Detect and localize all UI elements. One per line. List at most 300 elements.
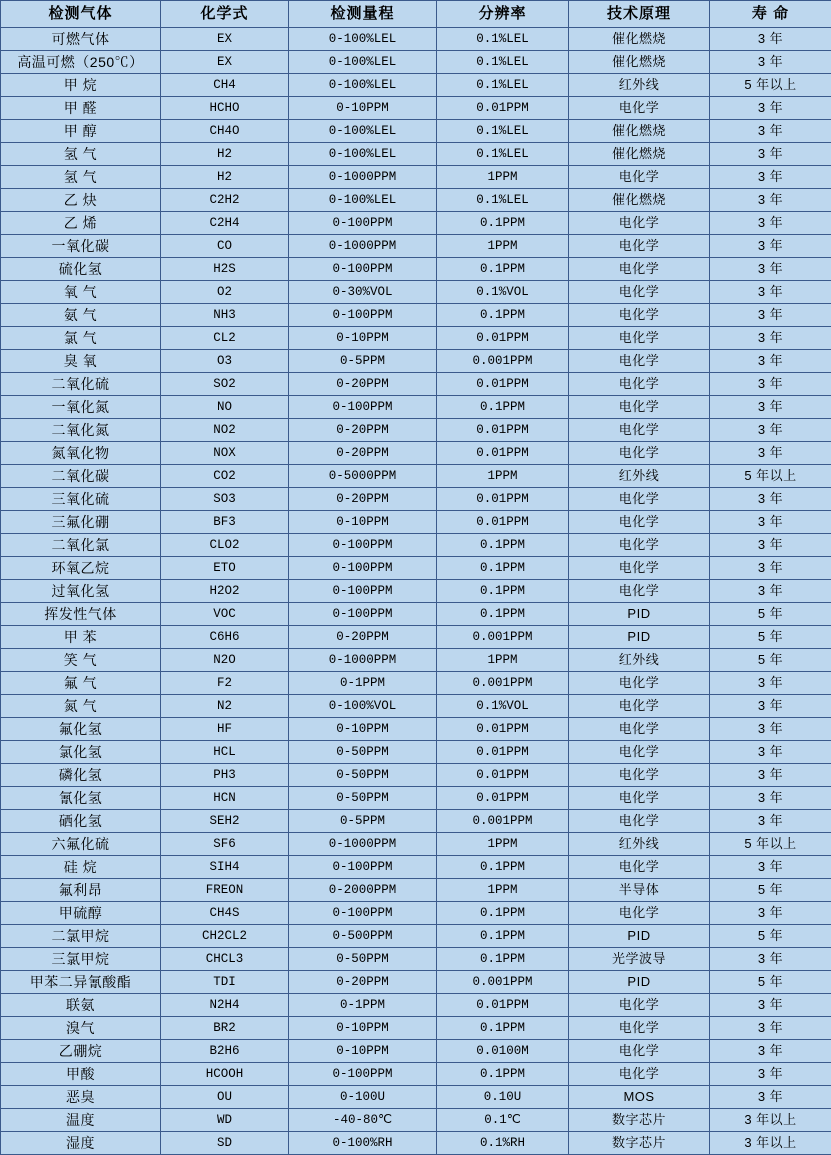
cell-name: 三氧化硫 <box>1 488 161 511</box>
cell-formula: TDI <box>161 971 289 994</box>
cell-resolution: 0.1%RH <box>437 1132 569 1155</box>
cell-range: 0-500PPM <box>289 925 437 948</box>
cell-life: 3 年 <box>710 120 831 143</box>
cell-name: 甲 醇 <box>1 120 161 143</box>
cell-principle: 电化学 <box>569 488 710 511</box>
cell-range: 0-10PPM <box>289 1040 437 1063</box>
cell-resolution: 0.1PPM <box>437 856 569 879</box>
cell-principle: 电化学 <box>569 304 710 327</box>
cell-range: 0-100%RH <box>289 1132 437 1155</box>
cell-life: 3 年 <box>710 557 831 580</box>
cell-resolution: 0.001PPM <box>437 350 569 373</box>
table-row <box>1 833 831 856</box>
cell-formula: NO <box>161 396 289 419</box>
column-header-range: 检测量程 <box>289 1 437 28</box>
cell-name: 甲酸 <box>1 1063 161 1086</box>
cell-resolution: 0.1%LEL <box>437 51 569 74</box>
cell-formula: PH3 <box>161 764 289 787</box>
cell-range: 0-100%LEL <box>289 189 437 212</box>
cell-formula: HCHO <box>161 97 289 120</box>
cell-life: 3 年 <box>710 718 831 741</box>
cell-range: 0-100%LEL <box>289 74 437 97</box>
cell-life: 3 年 <box>710 764 831 787</box>
cell-principle: 光学波导 <box>569 948 710 971</box>
cell-name: 环氧乙烷 <box>1 557 161 580</box>
cell-formula: N2O <box>161 649 289 672</box>
cell-life: 3 年 <box>710 258 831 281</box>
cell-range: 0-20PPM <box>289 442 437 465</box>
cell-name: 乙硼烷 <box>1 1040 161 1063</box>
cell-resolution: 0.1PPM <box>437 603 569 626</box>
cell-range: 0-10PPM <box>289 97 437 120</box>
cell-name: 乙 炔 <box>1 189 161 212</box>
cell-resolution: 1PPM <box>437 879 569 902</box>
cell-name: 硫化氢 <box>1 258 161 281</box>
cell-name: 氨 气 <box>1 304 161 327</box>
cell-formula: CLO2 <box>161 534 289 557</box>
cell-principle: 电化学 <box>569 442 710 465</box>
cell-formula: WD <box>161 1109 289 1132</box>
column-header-lifetime: 寿 命 <box>710 1 831 28</box>
table-row <box>1 741 831 764</box>
cell-principle: 电化学 <box>569 419 710 442</box>
cell-principle: 电化学 <box>569 212 710 235</box>
cell-resolution: 0.1PPM <box>437 258 569 281</box>
cell-life: 5 年以上 <box>710 833 831 856</box>
cell-formula: HCOOH <box>161 1063 289 1086</box>
cell-resolution: 0.01PPM <box>437 327 569 350</box>
cell-name: 甲 烷 <box>1 74 161 97</box>
cell-resolution: 0.1PPM <box>437 534 569 557</box>
cell-formula: B2H6 <box>161 1040 289 1063</box>
cell-formula: CO2 <box>161 465 289 488</box>
cell-name: 溴气 <box>1 1017 161 1040</box>
table-row <box>1 695 831 718</box>
column-header-gas: 检测气体 <box>1 1 161 28</box>
cell-name: 二氧化碳 <box>1 465 161 488</box>
cell-name: 可燃气体 <box>1 28 161 51</box>
cell-range: 0-10PPM <box>289 718 437 741</box>
table-row <box>1 442 831 465</box>
cell-resolution: 0.1PPM <box>437 902 569 925</box>
cell-range: 0-1000PPM <box>289 833 437 856</box>
cell-life: 3 年 <box>710 304 831 327</box>
cell-name: 氮 气 <box>1 695 161 718</box>
cell-name: 臭 氧 <box>1 350 161 373</box>
cell-formula: CL2 <box>161 327 289 350</box>
cell-life: 3 年 <box>710 97 831 120</box>
cell-resolution: 0.1PPM <box>437 1017 569 1040</box>
cell-range: 0-5000PPM <box>289 465 437 488</box>
cell-life: 3 年以上 <box>710 1109 831 1132</box>
cell-formula: O3 <box>161 350 289 373</box>
table-row <box>1 419 831 442</box>
table-row <box>1 557 831 580</box>
cell-range: 0-5PPM <box>289 810 437 833</box>
table-row <box>1 281 831 304</box>
cell-name: 一氧化氮 <box>1 396 161 419</box>
cell-principle: 催化燃烧 <box>569 28 710 51</box>
column-header-formula: 化学式 <box>161 1 289 28</box>
cell-formula: N2 <box>161 695 289 718</box>
cell-range: 0-100%LEL <box>289 28 437 51</box>
cell-formula: VOC <box>161 603 289 626</box>
cell-range: 0-100PPM <box>289 580 437 603</box>
cell-principle: 电化学 <box>569 511 710 534</box>
cell-resolution: 0.1%LEL <box>437 120 569 143</box>
cell-life: 3 年 <box>710 189 831 212</box>
cell-resolution: 0.01PPM <box>437 741 569 764</box>
table-body <box>1 28 831 1155</box>
table-row <box>1 189 831 212</box>
cell-formula: CH4S <box>161 902 289 925</box>
cell-resolution: 0.1PPM <box>437 948 569 971</box>
cell-name: 氯 气 <box>1 327 161 350</box>
table-row <box>1 212 831 235</box>
cell-name: 氟利昂 <box>1 879 161 902</box>
table-row <box>1 1132 831 1155</box>
cell-principle: PID <box>569 626 710 649</box>
cell-name: 氮氧化物 <box>1 442 161 465</box>
cell-formula: H2 <box>161 143 289 166</box>
cell-range: 0-20PPM <box>289 971 437 994</box>
cell-name: 硒化氢 <box>1 810 161 833</box>
cell-life: 3 年 <box>710 1040 831 1063</box>
cell-name: 笑 气 <box>1 649 161 672</box>
cell-formula: CHCL3 <box>161 948 289 971</box>
cell-life: 3 年 <box>710 1017 831 1040</box>
cell-formula: NO2 <box>161 419 289 442</box>
cell-resolution: 0.1%LEL <box>437 143 569 166</box>
cell-name: 二氧化硫 <box>1 373 161 396</box>
cell-range: 0-100%VOL <box>289 695 437 718</box>
cell-formula: O2 <box>161 281 289 304</box>
cell-resolution: 0.1%VOL <box>437 281 569 304</box>
cell-name: 氰化氢 <box>1 787 161 810</box>
cell-life: 5 年以上 <box>710 465 831 488</box>
cell-principle: 电化学 <box>569 810 710 833</box>
cell-range: 0-10PPM <box>289 511 437 534</box>
cell-resolution: 0.1PPM <box>437 1063 569 1086</box>
cell-formula: SO2 <box>161 373 289 396</box>
table-row <box>1 28 831 51</box>
cell-name: 甲 苯 <box>1 626 161 649</box>
cell-life: 3 年 <box>710 741 831 764</box>
cell-life: 3 年 <box>710 787 831 810</box>
column-header-principle: 技术原理 <box>569 1 710 28</box>
cell-range: 0-100PPM <box>289 603 437 626</box>
cell-range: 0-1000PPM <box>289 166 437 189</box>
cell-formula: CO <box>161 235 289 258</box>
table-row <box>1 649 831 672</box>
cell-formula: OU <box>161 1086 289 1109</box>
cell-principle: 电化学 <box>569 764 710 787</box>
table-row <box>1 971 831 994</box>
cell-principle: 电化学 <box>569 787 710 810</box>
cell-name: 三氯甲烷 <box>1 948 161 971</box>
cell-name: 乙 烯 <box>1 212 161 235</box>
cell-range: 0-1PPM <box>289 994 437 1017</box>
cell-formula: CH4 <box>161 74 289 97</box>
cell-resolution: 0.01PPM <box>437 442 569 465</box>
cell-formula: SD <box>161 1132 289 1155</box>
cell-formula: F2 <box>161 672 289 695</box>
table-row <box>1 373 831 396</box>
cell-range: 0-20PPM <box>289 419 437 442</box>
cell-principle: 电化学 <box>569 856 710 879</box>
table-row <box>1 350 831 373</box>
cell-range: 0-100PPM <box>289 304 437 327</box>
table-header <box>1 1 831 28</box>
cell-formula: C6H6 <box>161 626 289 649</box>
cell-principle: 电化学 <box>569 741 710 764</box>
table-row <box>1 327 831 350</box>
cell-formula: SF6 <box>161 833 289 856</box>
cell-principle: 电化学 <box>569 1017 710 1040</box>
cell-name: 六氟化硫 <box>1 833 161 856</box>
cell-formula: N2H4 <box>161 994 289 1017</box>
cell-resolution: 0.01PPM <box>437 373 569 396</box>
cell-principle: 电化学 <box>569 97 710 120</box>
cell-range: -40-80℃ <box>289 1109 437 1132</box>
cell-principle: 电化学 <box>569 1063 710 1086</box>
cell-name: 二氧化氯 <box>1 534 161 557</box>
table-row <box>1 718 831 741</box>
cell-resolution: 0.1%LEL <box>437 28 569 51</box>
header-row <box>1 1 831 28</box>
cell-formula: SEH2 <box>161 810 289 833</box>
cell-name: 硅 烷 <box>1 856 161 879</box>
cell-formula: FREON <box>161 879 289 902</box>
cell-life: 3 年 <box>710 212 831 235</box>
cell-name: 挥发性气体 <box>1 603 161 626</box>
cell-life: 5 年 <box>710 626 831 649</box>
cell-life: 3 年 <box>710 327 831 350</box>
cell-formula: HF <box>161 718 289 741</box>
cell-range: 0-100%LEL <box>289 51 437 74</box>
cell-life: 3 年 <box>710 281 831 304</box>
cell-life: 3 年 <box>710 672 831 695</box>
table-row <box>1 1063 831 1086</box>
cell-resolution: 0.0100M <box>437 1040 569 1063</box>
cell-principle: 电化学 <box>569 1040 710 1063</box>
cell-life: 5 年 <box>710 649 831 672</box>
cell-life: 5 年 <box>710 971 831 994</box>
cell-resolution: 0.01PPM <box>437 718 569 741</box>
cell-resolution: 0.001PPM <box>437 971 569 994</box>
cell-resolution: 1PPM <box>437 465 569 488</box>
cell-name: 氢 气 <box>1 143 161 166</box>
cell-principle: 电化学 <box>569 557 710 580</box>
cell-name: 温度 <box>1 1109 161 1132</box>
cell-range: 0-10PPM <box>289 327 437 350</box>
cell-range: 0-50PPM <box>289 764 437 787</box>
cell-range: 0-100PPM <box>289 534 437 557</box>
cell-name: 氢 气 <box>1 166 161 189</box>
cell-name: 二氧化氮 <box>1 419 161 442</box>
table-row <box>1 258 831 281</box>
cell-resolution: 0.01PPM <box>437 511 569 534</box>
cell-principle: 电化学 <box>569 580 710 603</box>
cell-name: 高温可燃（250℃） <box>1 51 161 74</box>
cell-life: 3 年 <box>710 994 831 1017</box>
cell-life: 3 年 <box>710 28 831 51</box>
cell-life: 5 年 <box>710 925 831 948</box>
table-row <box>1 51 831 74</box>
cell-formula: H2 <box>161 166 289 189</box>
cell-life: 3 年 <box>710 373 831 396</box>
cell-principle: 电化学 <box>569 327 710 350</box>
cell-life: 3 年 <box>710 442 831 465</box>
cell-life: 3 年 <box>710 511 831 534</box>
table-row <box>1 74 831 97</box>
table-row <box>1 1017 831 1040</box>
table-row <box>1 580 831 603</box>
cell-principle: 电化学 <box>569 695 710 718</box>
table-row <box>1 143 831 166</box>
table-row <box>1 534 831 557</box>
cell-name: 甲苯二异氰酸酯 <box>1 971 161 994</box>
table-row <box>1 879 831 902</box>
cell-range: 0-1PPM <box>289 672 437 695</box>
cell-life: 3 年 <box>710 143 831 166</box>
cell-resolution: 0.1PPM <box>437 396 569 419</box>
table-row <box>1 603 831 626</box>
cell-life: 3 年 <box>710 51 831 74</box>
cell-principle: 电化学 <box>569 235 710 258</box>
cell-range: 0-100PPM <box>289 902 437 925</box>
cell-name: 过氧化氢 <box>1 580 161 603</box>
cell-life: 3 年 <box>710 419 831 442</box>
cell-principle: 数字芯片 <box>569 1132 710 1155</box>
table-row <box>1 787 831 810</box>
cell-range: 0-100%LEL <box>289 120 437 143</box>
cell-formula: C2H2 <box>161 189 289 212</box>
cell-name: 磷化氢 <box>1 764 161 787</box>
cell-resolution: 0.1%LEL <box>437 189 569 212</box>
cell-formula: ETO <box>161 557 289 580</box>
cell-resolution: 0.001PPM <box>437 810 569 833</box>
cell-name: 甲硫醇 <box>1 902 161 925</box>
cell-formula: EX <box>161 51 289 74</box>
cell-principle: PID <box>569 603 710 626</box>
cell-life: 5 年 <box>710 879 831 902</box>
cell-principle: 催化燃烧 <box>569 51 710 74</box>
cell-formula: BR2 <box>161 1017 289 1040</box>
table-row <box>1 626 831 649</box>
cell-name: 联氨 <box>1 994 161 1017</box>
cell-range: 0-50PPM <box>289 948 437 971</box>
cell-principle: 电化学 <box>569 350 710 373</box>
cell-range: 0-100PPM <box>289 258 437 281</box>
cell-resolution: 1PPM <box>437 833 569 856</box>
cell-principle: 红外线 <box>569 649 710 672</box>
table-row <box>1 97 831 120</box>
cell-range: 0-50PPM <box>289 787 437 810</box>
cell-range: 0-100PPM <box>289 557 437 580</box>
cell-principle: 红外线 <box>569 833 710 856</box>
cell-name: 氟 气 <box>1 672 161 695</box>
cell-resolution: 0.10U <box>437 1086 569 1109</box>
cell-resolution: 1PPM <box>437 649 569 672</box>
cell-range: 0-100PPM <box>289 396 437 419</box>
cell-formula: NOX <box>161 442 289 465</box>
table-row <box>1 166 831 189</box>
cell-resolution: 1PPM <box>437 235 569 258</box>
cell-range: 0-100PPM <box>289 856 437 879</box>
cell-formula: HCL <box>161 741 289 764</box>
cell-range: 0-1000PPM <box>289 649 437 672</box>
cell-resolution: 0.01PPM <box>437 787 569 810</box>
cell-principle: 电化学 <box>569 258 710 281</box>
table-row <box>1 1109 831 1132</box>
cell-resolution: 0.01PPM <box>437 419 569 442</box>
table-row <box>1 465 831 488</box>
cell-formula: C2H4 <box>161 212 289 235</box>
cell-principle: 红外线 <box>569 465 710 488</box>
cell-life: 5 年 <box>710 603 831 626</box>
cell-range: 0-10PPM <box>289 1017 437 1040</box>
cell-range: 0-100PPM <box>289 212 437 235</box>
table-row <box>1 1040 831 1063</box>
cell-life: 3 年 <box>710 235 831 258</box>
cell-resolution: 0.001PPM <box>437 672 569 695</box>
table-row <box>1 396 831 419</box>
table-row <box>1 1086 831 1109</box>
cell-formula: SIH4 <box>161 856 289 879</box>
cell-principle: 半导体 <box>569 879 710 902</box>
cell-life: 3 年 <box>710 1063 831 1086</box>
cell-principle: 电化学 <box>569 396 710 419</box>
cell-name: 湿度 <box>1 1132 161 1155</box>
cell-resolution: 0.1PPM <box>437 212 569 235</box>
table-row <box>1 511 831 534</box>
cell-principle: 催化燃烧 <box>569 189 710 212</box>
cell-resolution: 0.01PPM <box>437 97 569 120</box>
cell-principle: 电化学 <box>569 902 710 925</box>
cell-name: 一氧化碳 <box>1 235 161 258</box>
cell-formula: BF3 <box>161 511 289 534</box>
cell-life: 3 年 <box>710 396 831 419</box>
cell-range: 0-100U <box>289 1086 437 1109</box>
table-row <box>1 488 831 511</box>
cell-resolution: 0.1PPM <box>437 304 569 327</box>
cell-life: 3 年 <box>710 166 831 189</box>
table-row <box>1 948 831 971</box>
cell-formula: H2S <box>161 258 289 281</box>
cell-principle: 催化燃烧 <box>569 143 710 166</box>
cell-range: 0-20PPM <box>289 626 437 649</box>
cell-range: 0-100%LEL <box>289 143 437 166</box>
cell-life: 3 年 <box>710 350 831 373</box>
table-row <box>1 304 831 327</box>
cell-resolution: 0.1PPM <box>437 925 569 948</box>
cell-principle: MOS <box>569 1086 710 1109</box>
cell-range: 0-50PPM <box>289 741 437 764</box>
cell-resolution: 0.1PPM <box>437 580 569 603</box>
cell-formula: CH2CL2 <box>161 925 289 948</box>
cell-life: 3 年 <box>710 902 831 925</box>
cell-name: 三氟化硼 <box>1 511 161 534</box>
cell-formula: HCN <box>161 787 289 810</box>
table-row <box>1 856 831 879</box>
cell-name: 氧 气 <box>1 281 161 304</box>
cell-name: 甲 醛 <box>1 97 161 120</box>
column-header-resolution: 分辨率 <box>437 1 569 28</box>
table-row <box>1 120 831 143</box>
cell-name: 氯化氢 <box>1 741 161 764</box>
cell-principle: 电化学 <box>569 373 710 396</box>
